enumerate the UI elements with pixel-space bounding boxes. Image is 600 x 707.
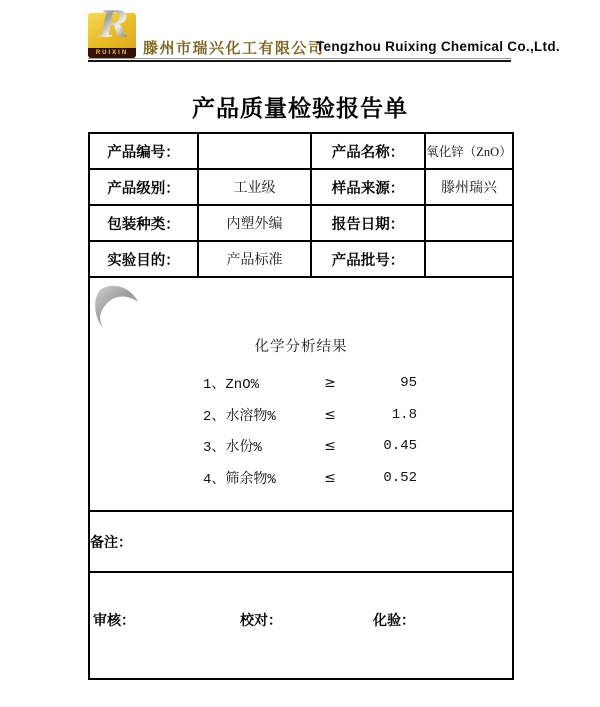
- signature-row: [89, 572, 513, 679]
- product-grade-label: 产品级别：: [89, 169, 198, 205]
- analysis-item: [203, 368, 512, 400]
- company-name-cn: 滕州市瑞兴化工有限公司: [143, 41, 325, 57]
- assayer-label: 化验：: [373, 612, 415, 628]
- table-row: [89, 133, 513, 169]
- sample-source-label: 样品来源：: [311, 169, 425, 205]
- analysis-heading: 化学分析结果: [254, 338, 348, 355]
- header-divider: [88, 58, 511, 62]
- analysis-item: [203, 399, 512, 431]
- report-table: [88, 132, 514, 680]
- remarks-row: [89, 511, 513, 572]
- reviewer-label: 审核：: [93, 612, 135, 628]
- item-operator: ≥: [324, 375, 336, 392]
- test-purpose-value: 产品标准: [198, 241, 311, 277]
- analysis-list: [90, 368, 512, 494]
- table-row: [89, 205, 513, 241]
- product-code-value: [198, 133, 311, 169]
- logo-r-letter: R: [94, 6, 134, 46]
- product-name-label: 产品名称：: [311, 133, 425, 169]
- watermark-swoosh-icon: [94, 282, 141, 330]
- item-value: 1.8: [391, 406, 417, 423]
- item-name: 2、水溶物%: [203, 408, 276, 425]
- test-purpose-label: 实验目的：: [89, 241, 198, 277]
- table-row: [89, 169, 513, 205]
- item-name: 3、水份%: [203, 440, 262, 457]
- item-value: 95: [400, 375, 417, 392]
- product-name-value: 氧化锌（ZnO）: [425, 133, 513, 169]
- proofreader-label: 校对：: [240, 612, 282, 628]
- table-row: [89, 241, 513, 277]
- item-operator: ≤: [324, 469, 336, 486]
- item-operator: ≤: [324, 438, 336, 455]
- analysis-item: [203, 431, 512, 463]
- batch-number-value: [425, 241, 513, 277]
- analysis-row: [89, 277, 513, 511]
- product-code-label: 产品编号：: [89, 133, 198, 169]
- item-operator: ≤: [324, 406, 336, 423]
- analysis-section: [89, 277, 513, 511]
- item-name: 1、ZnO%: [203, 377, 260, 394]
- item-value: 0.52: [383, 469, 417, 486]
- packaging-type-value: 内塑外编: [198, 205, 311, 241]
- brand-logo: [88, 4, 136, 58]
- signature-section: [89, 572, 513, 679]
- batch-number-label: 产品批号：: [311, 241, 425, 277]
- remarks-label: 备注：: [90, 533, 132, 550]
- page-title: 产品质量检验报告单: [192, 95, 408, 121]
- product-grade-value: 工业级: [198, 169, 311, 205]
- remarks-section: [89, 511, 513, 572]
- logo-brand-text: RUIXIN: [88, 48, 136, 58]
- analysis-item: [203, 462, 512, 494]
- item-name: 4、筛余物%: [203, 471, 276, 488]
- sample-source-value: 滕州瑞兴: [425, 169, 513, 205]
- company-name-en: Tengzhou Ruixing Chemical Co.,Ltd.: [316, 39, 560, 54]
- item-value: 0.45: [383, 438, 417, 455]
- report-date-value: [425, 205, 513, 241]
- packaging-type-label: 包装种类：: [89, 205, 198, 241]
- report-date-label: 报告日期：: [311, 205, 425, 241]
